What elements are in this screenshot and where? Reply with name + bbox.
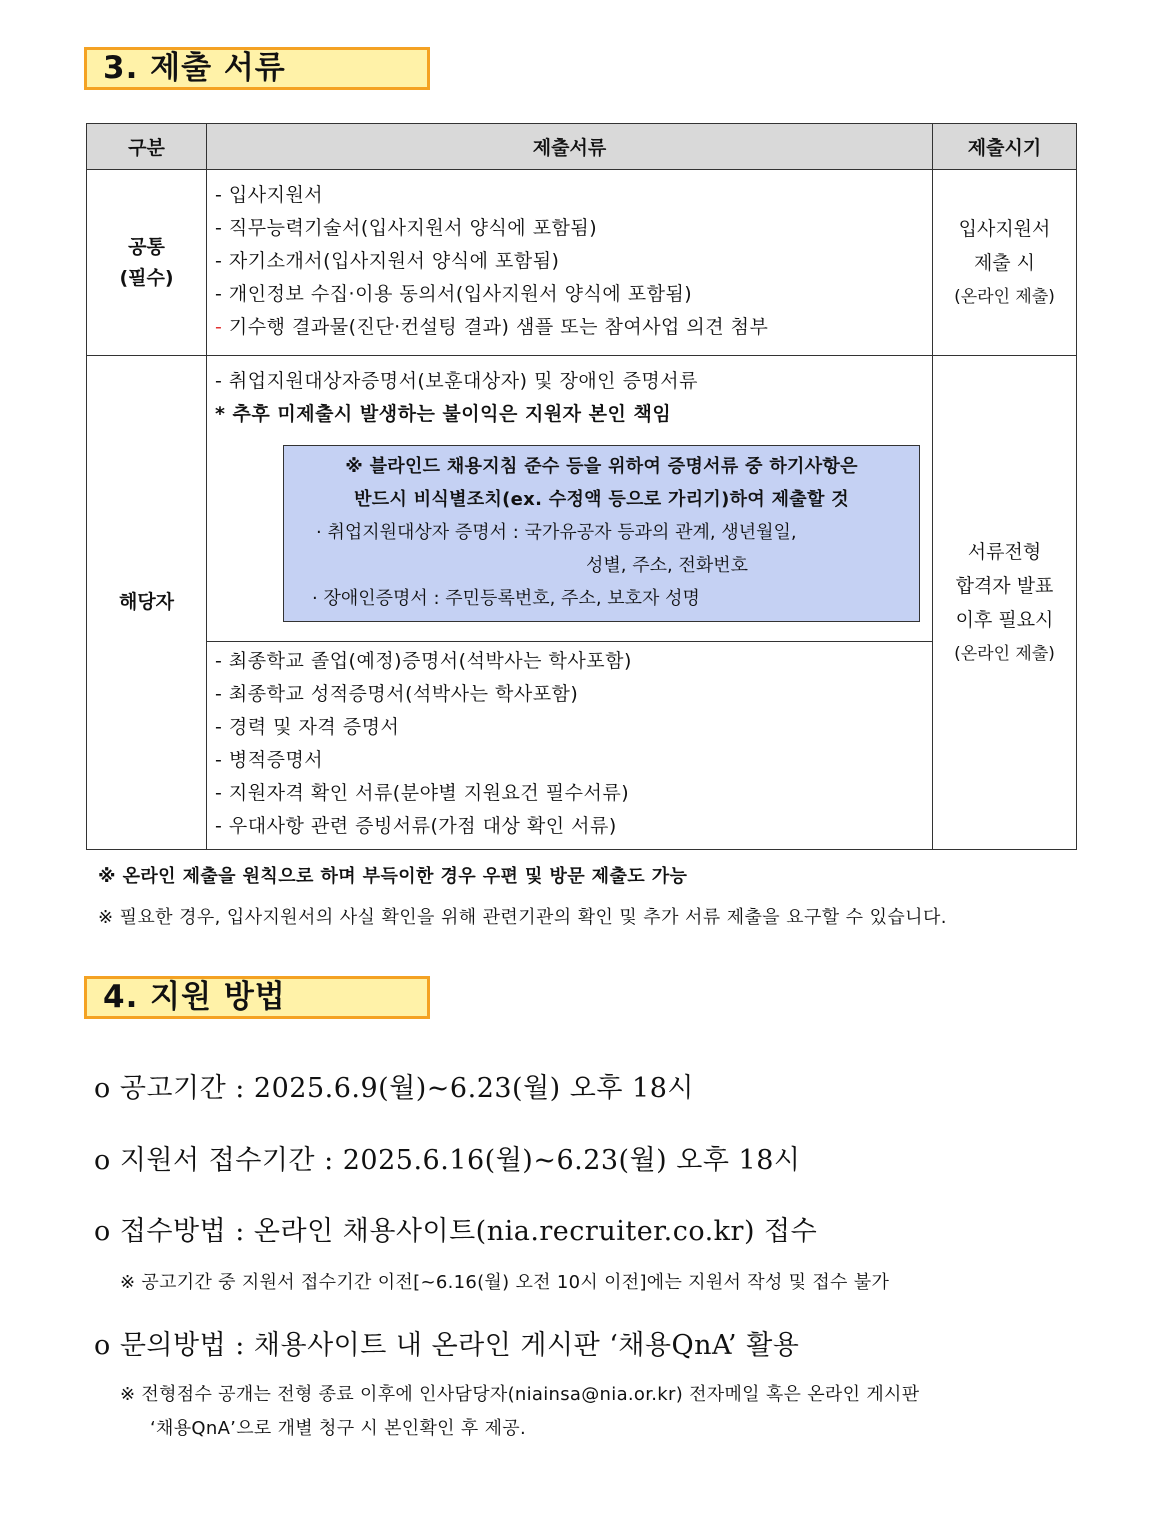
warning-text: * 추후 미제출시 발생하는 불이익은 지원자 본인 책임 [215,403,672,425]
applicable-documents-list [207,642,933,850]
table-header-row [87,124,1077,170]
list-item: - 입사지원서 [215,184,324,206]
list-item: - 최종학교 성적증명서(석박사는 학사포함) [215,683,579,705]
table-row-applicable-bottom [87,642,1077,850]
list-item: - 직무능력기술서(입사지원서 양식에 포함됨) [215,217,598,239]
score-disclosure-note-cont: ‘채용QnA’으로 개별 청구 시 본인확인 후 제공. [150,1418,526,1439]
list-item: - 지원자격 확인 서류(분야별 지원요건 필수서류) [215,782,630,804]
blind-recruitment-notice: ※ 블라인드 채용지침 준수 등을 위하여 증명서류 중 하기사항은 반드시 비식별조치(ex. 수정액 등으로 가리기)하여 제출할 것 · 취업지원대상자 증명서 : 국가유공자 등과의 관계, 생년월일, 성별, 주소, 전화번호 · 장애인증명서 : 주민등록번호, 주소, 보호자 성명 [283,445,920,622]
application-period: o 지원서 접수기간 : 2025.6.16(월)~6.23(월) 오후 18시 [94,1145,801,1176]
red-dash: - [215,316,223,338]
section-4-title: 4. 지원 방법 [84,976,430,1019]
timing-applicable: 서류전형 합격자 발표 이후 필요시 (온라인 제출) [933,356,1077,850]
table-row-applicable-top [87,356,1077,642]
category-common: 공통 (필수) [87,170,207,356]
list-item: - 개인정보 수집·이용 동의서(입사지원서 양식에 포함됨) [215,283,693,305]
applicable-top-cell [207,356,933,642]
note-additional-documents: ※ 필요한 경우, 입사지원서의 사실 확인을 위해 관련기관의 확인 및 추가 서류 제출을 요구할 수 있습니다. [98,907,947,928]
inquiry-method: o 문의방법 : 채용사이트 내 온라인 게시판 ‘채용QnA’ 활용 [94,1330,800,1361]
section-3-title: 3. 제출 서류 [84,47,430,90]
list-item: - 기수행 결과물(진단·컨설팅 결과) 샘플 또는 참여사업 의견 첨부 [215,316,769,338]
documents-table [86,123,1077,850]
timing-common: 입사지원서 제출 시 (온라인 제출) [933,170,1077,356]
category-applicable: 해당자 [87,356,207,850]
application-method: o 접수방법 : 온라인 채용사이트(nia.recruiter.co.kr) 접수 [94,1216,818,1247]
common-documents-list [207,170,933,356]
list-item: - 자기소개서(입사지원서 양식에 포함됨) [215,250,560,272]
application-method-note: ※ 공고기간 중 지원서 접수기간 이전[~6.16(월) 오전 10시 이전]에는 지원서 작성 및 접수 불가 [120,1272,890,1293]
table-row-common [87,170,1077,356]
score-disclosure-note: ※ 전형점수 공개는 전형 종료 이후에 인사담당자(niainsa@nia.or.kr) 전자메일 혹은 온라인 게시판 [120,1384,920,1405]
note-online-submission: ※ 온라인 제출을 원칙으로 하며 부득이한 경우 우편 및 방문 제출도 가능 [98,866,688,887]
list-item: - 병적증명서 [215,749,324,771]
list-item: - 경력 및 자격 증명서 [215,716,400,738]
list-item: - 최종학교 졸업(예정)증명서(석박사는 학사포함) [215,650,632,672]
announcement-period: o 공고기간 : 2025.6.9(월)~6.23(월) 오후 18시 [94,1073,694,1104]
list-item: - 우대사항 관련 증빙서류(가점 대상 확인 서류) [215,815,617,837]
header-documents: 제출서류 [207,124,933,170]
list-item: - 취업지원대상자증명서(보훈대상자) 및 장애인 증명서류 [215,370,698,392]
header-timing: 제출시기 [933,124,1077,170]
header-category: 구분 [87,124,207,170]
